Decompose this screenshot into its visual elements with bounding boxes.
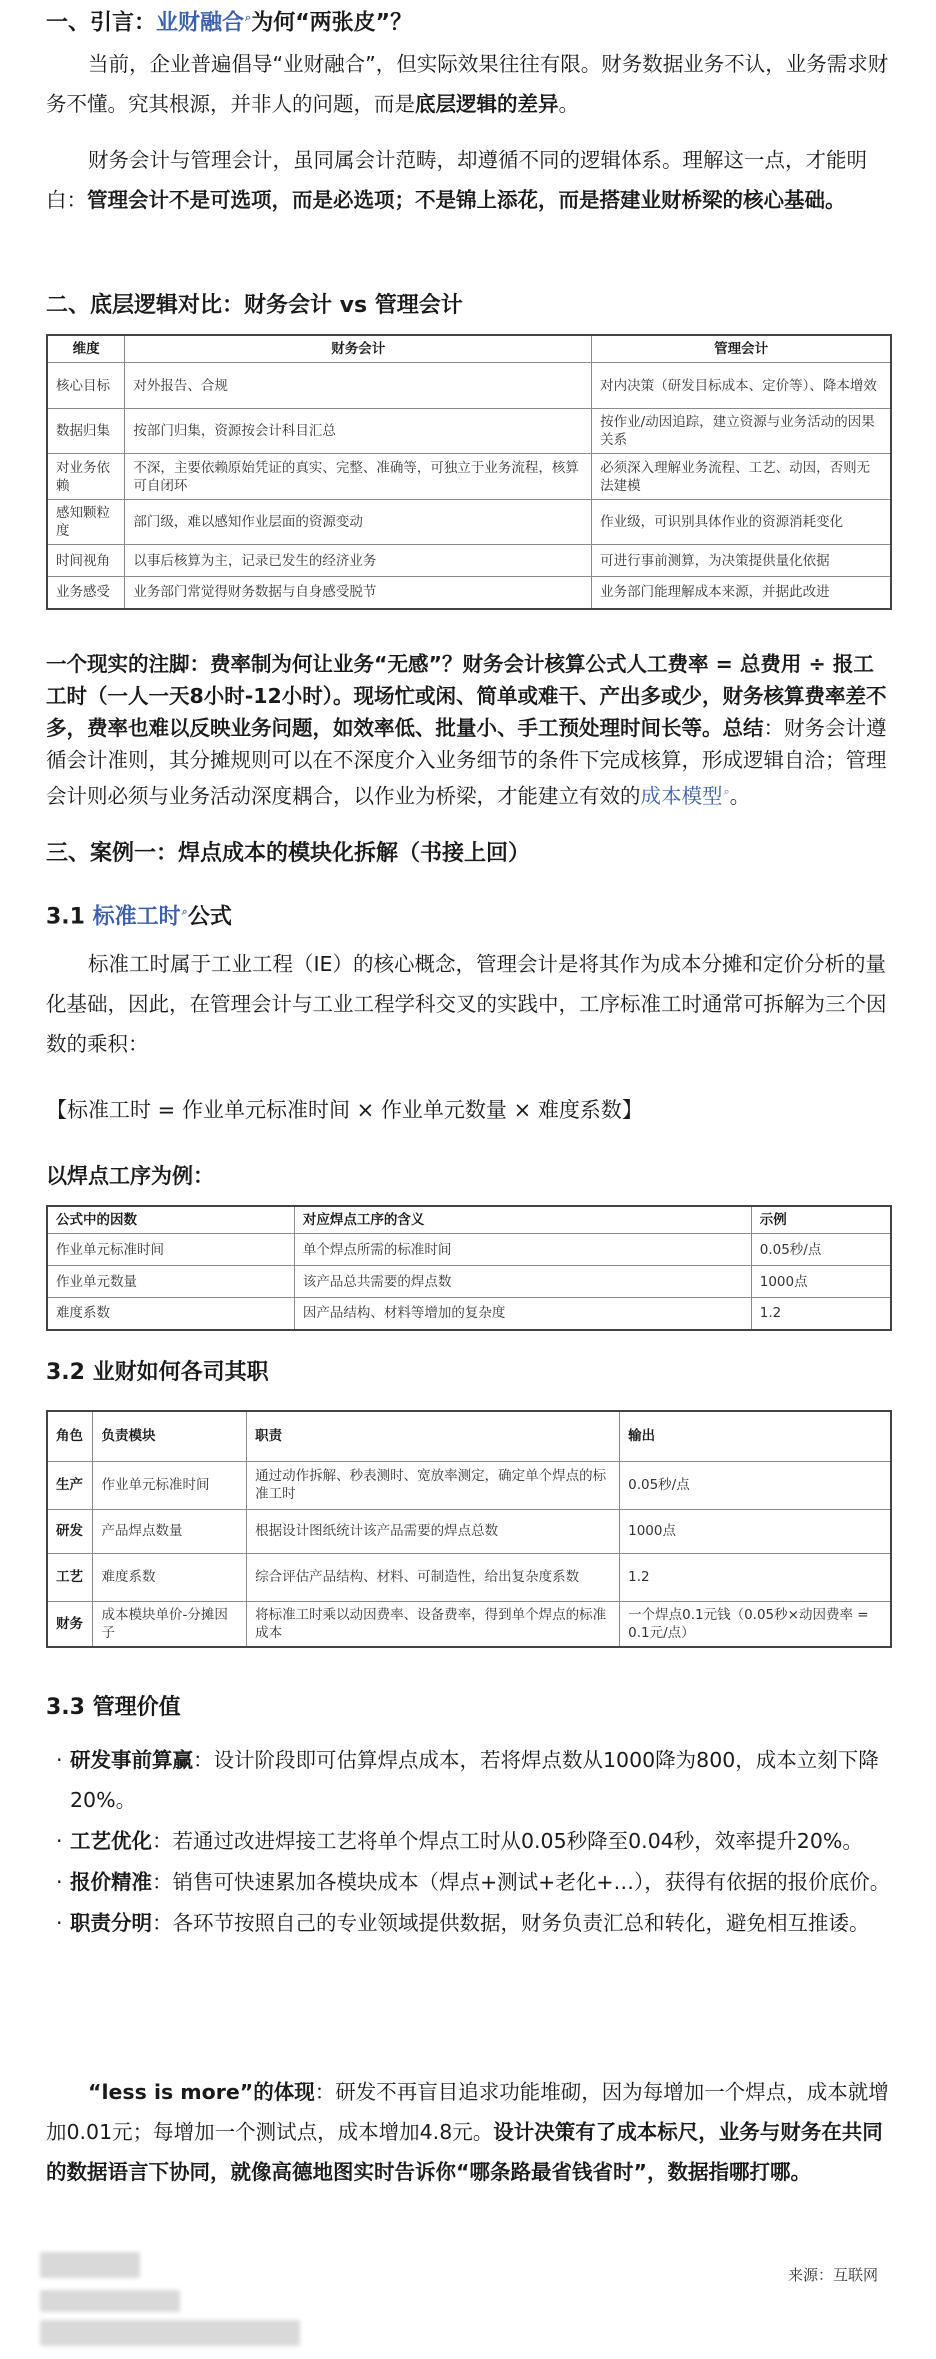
section-3-title: 三、案例一：焊点成本的模块化拆解（书接上回）	[46, 841, 531, 866]
bullet-dot-icon: ·	[56, 1748, 63, 1772]
table-cell: 对内决策（研发目标成本、定价等）、降本增效	[592, 363, 891, 409]
table-cell: 按作业/动因追踪，建立资源与业务活动的因果关系	[592, 409, 891, 454]
table-cell: 生产	[47, 1461, 93, 1509]
bullet-dot-icon: ·	[56, 1829, 63, 1853]
table-row	[47, 1266, 891, 1298]
table-cell: 1.2	[620, 1553, 891, 1601]
table-cell: 时间视角	[47, 545, 125, 577]
table-cell: 作业单元标准时间	[93, 1461, 247, 1509]
std-hours-formula: 【标准工时 = 作业单元标准时间 × 作业单元数量 × 难度系数】	[46, 1098, 643, 1122]
subsection-3-3-title: 3.3 管理价值	[46, 1695, 181, 1720]
intro-paragraph-1: 当前，企业普遍倡导“业财融合”，但实际效果往往有限。财务数据业务不认，业务需求财务不懂。究其根源，并非人的问题，而是底层逻辑的差异。	[46, 52, 889, 116]
topic-link-cost-model[interactable]: 成本模型	[640, 783, 723, 808]
section-2-title: 二、底层逻辑对比：财务会计 vs 管理会计	[46, 293, 463, 318]
table-cell: 单个焊点所需的标准时间	[294, 1234, 751, 1266]
table-cell: 作业单元标准时间	[47, 1234, 294, 1266]
table-cell: 成本模块单价-分摊因子	[93, 1601, 247, 1647]
table-cell: 0.05秒/点	[751, 1234, 891, 1266]
table-row	[47, 1234, 891, 1266]
table-cell: 业务部门常觉得财务数据与自身感受脱节	[125, 577, 592, 609]
table-cell: 作业级，可识别具体作业的资源消耗变化	[592, 500, 891, 545]
table-cell: 业务部门能理解成本来源，并据此改进	[592, 577, 891, 609]
table-row	[47, 577, 891, 609]
table-cell: 一个焊点0.1元钱（0.05秒×动因费率 = 0.1元/点）	[620, 1601, 891, 1647]
table-cell: 该产品总共需要的焊点数	[294, 1266, 751, 1298]
table-cell: 可进行事前测算，为决策提供量化依据	[592, 545, 891, 577]
table-cell: 数据归集	[47, 409, 125, 454]
table-cell: 业务感受	[47, 577, 125, 609]
table-cell: 1.2	[751, 1298, 891, 1330]
table-cell: 核心目标	[47, 363, 125, 409]
column-header: 负责模块	[93, 1411, 247, 1461]
table-cell: 综合评估产品结构、材料、可制造性，给出复杂度系数	[247, 1553, 620, 1601]
table-cell: 1000点	[751, 1266, 891, 1298]
roles-table	[46, 1410, 892, 1648]
blurred-watermark	[40, 2252, 140, 2278]
list-item: · 研发事前算赢：设计阶段即可估算焊点成本，若将焊点数从1000降为800，成本立刻下降20%。	[46, 1740, 892, 1820]
table-cell: 以事后核算为主，记录已发生的经济业务	[125, 545, 592, 577]
subsection-3-2-title: 3.2 业财如何各司其职	[46, 1360, 269, 1385]
table-row	[47, 1601, 891, 1647]
table-cell: 部门级，难以感知作业层面的资源变动	[125, 500, 592, 545]
column-header: 公式中的因数	[47, 1206, 294, 1234]
column-header: 管理会计	[592, 335, 891, 363]
table-cell: 财务	[47, 1601, 93, 1647]
table-row	[47, 1461, 891, 1509]
table-cell: 对外报告、合规	[125, 363, 592, 409]
factor-table	[46, 1205, 892, 1331]
table-header-row	[47, 335, 891, 363]
list-item: · 工艺优化：若通过改进焊接工艺将单个焊点工时从0.05秒降至0.04秒，效率提升20%。	[46, 1821, 892, 1861]
table-cell: 按部门归集，资源按会计科目汇总	[125, 409, 592, 454]
table-cell: 难度系数	[47, 1298, 294, 1330]
intro-paragraph-2: 财务会计与管理会计，虽同属会计范畴，却遵循不同的逻辑体系。理解这一点，才能明白：管理会计不是可选项，而是必选项；不是锦上添花，而是搭建业财桥梁的核心基础。	[46, 148, 867, 212]
list-item: · 报价精准：销售可快速累加各模块成本（焊点+测试+老化+…），获得有依据的报价底价。	[46, 1862, 892, 1902]
table-header-row	[47, 1411, 891, 1461]
table-row	[47, 1509, 891, 1553]
fee-rate-note: 一个现实的注脚：费率制为何让业务“无感”？财务会计核算公式人工费率 = 总费用 ÷ 报工工时（一人一天8小时-12小时）。现场忙或闲、简单或难干、产出多或少，财务核算费率差不多，费率也难以反映业务问题，如效率低、批量小、手工预处理时间长等。总结：财务会计遵循会计准则，其分摊规则可以在不深度介入业务细节的条件下完成核算，形成逻辑自洽；管理会计则必须与业务活动深度耦合，以作业为桥梁，才能建立有效的成本模型⌕。	[46, 652, 887, 808]
less-is-more-paragraph: “less is more”的体现：研发不再盲目追求功能堆砌，因为每增加一个焊点，成本就增加0.01元；每增加一个测试点，成本增加4.8元。设计决策有了成本标尺，业务与财务在共同的数据语言下协同，就像高德地图实时告诉你“哪条路最省钱省时”，数据指哪打哪。	[46, 2080, 889, 2184]
search-icon[interactable]: ⌕	[245, 11, 252, 24]
table-cell: 产品焊点数量	[93, 1509, 247, 1553]
comparison-table	[46, 334, 892, 610]
topic-link-std-hours[interactable]: 标准工时	[92, 904, 181, 930]
value-bullet-list	[46, 1740, 892, 1944]
table-cell: 根据设计图纸统计该产品需要的焊点总数	[247, 1509, 620, 1553]
column-header: 对应焊点工序的含义	[294, 1206, 751, 1234]
blurred-watermark	[40, 2320, 300, 2346]
bullet-dot-icon: ·	[56, 1870, 63, 1894]
blurred-watermark	[40, 2290, 180, 2312]
table-cell: 必须深入理解业务流程、工艺、动因，否则无法建模	[592, 454, 891, 500]
table-cell: 不深，主要依赖原始凭证的真实、完整、准确等，可独立于业务流程，核算可自闭环	[125, 454, 592, 500]
table-row	[47, 409, 891, 454]
table-row	[47, 1553, 891, 1601]
table-cell: 感知颗粒度	[47, 500, 125, 545]
subsection-3-1-title: 3.1 标准工时⌕公式	[46, 904, 232, 930]
column-header: 职责	[247, 1411, 620, 1461]
bullet-dot-icon: ·	[56, 1911, 63, 1935]
list-item: · 职责分明：各环节按照自己的专业领域提供数据，财务负责汇总和转化，避免相互推诿。	[46, 1903, 892, 1943]
table-cell: 对业务依赖	[47, 454, 125, 500]
table-row	[47, 500, 891, 545]
table-cell: 难度系数	[93, 1553, 247, 1601]
search-icon[interactable]: ⌕	[181, 905, 188, 918]
column-header: 角色	[47, 1411, 93, 1461]
table-cell: 研发	[47, 1509, 93, 1553]
column-header: 示例	[751, 1206, 891, 1234]
table-cell: 作业单元数量	[47, 1266, 294, 1298]
column-header: 维度	[47, 335, 125, 363]
table-header-row	[47, 1206, 891, 1234]
table-cell: 将标准工时乘以动因费率、设备费率，得到单个焊点的标准成本	[247, 1601, 620, 1647]
column-header: 输出	[620, 1411, 891, 1461]
example-title: 以焊点工序为例：	[46, 1164, 214, 1188]
search-icon[interactable]: ⌕	[723, 785, 730, 798]
table-cell: 0.05秒/点	[620, 1461, 891, 1509]
table-row	[47, 1298, 891, 1330]
table-row	[47, 545, 891, 577]
table-cell: 1000点	[620, 1509, 891, 1553]
table-cell: 工艺	[47, 1553, 93, 1601]
table-row	[47, 454, 891, 500]
table-row	[47, 363, 891, 409]
topic-link-yecai[interactable]: 业财融合	[156, 10, 245, 36]
source-label: 来源：互联网	[787, 2266, 878, 2284]
table-cell: 通过动作拆解、秒表测时、宽放率测定，确定单个焊点的标准工时	[247, 1461, 620, 1509]
table-cell: 因产品结构、材料等增加的复杂度	[294, 1298, 751, 1330]
column-header: 财务会计	[125, 335, 592, 363]
std-hours-paragraph: 标准工时属于工业工程（IE）的核心概念，管理会计是将其作为成本分摊和定价分析的量化基础，因此，在管理会计与工业工程学科交叉的实践中，工序标准工时通常可拆解为三个因数的乘积：	[46, 952, 887, 1056]
section-1-title: 一、引言：业财融合⌕为何“两张皮”？	[46, 10, 413, 36]
